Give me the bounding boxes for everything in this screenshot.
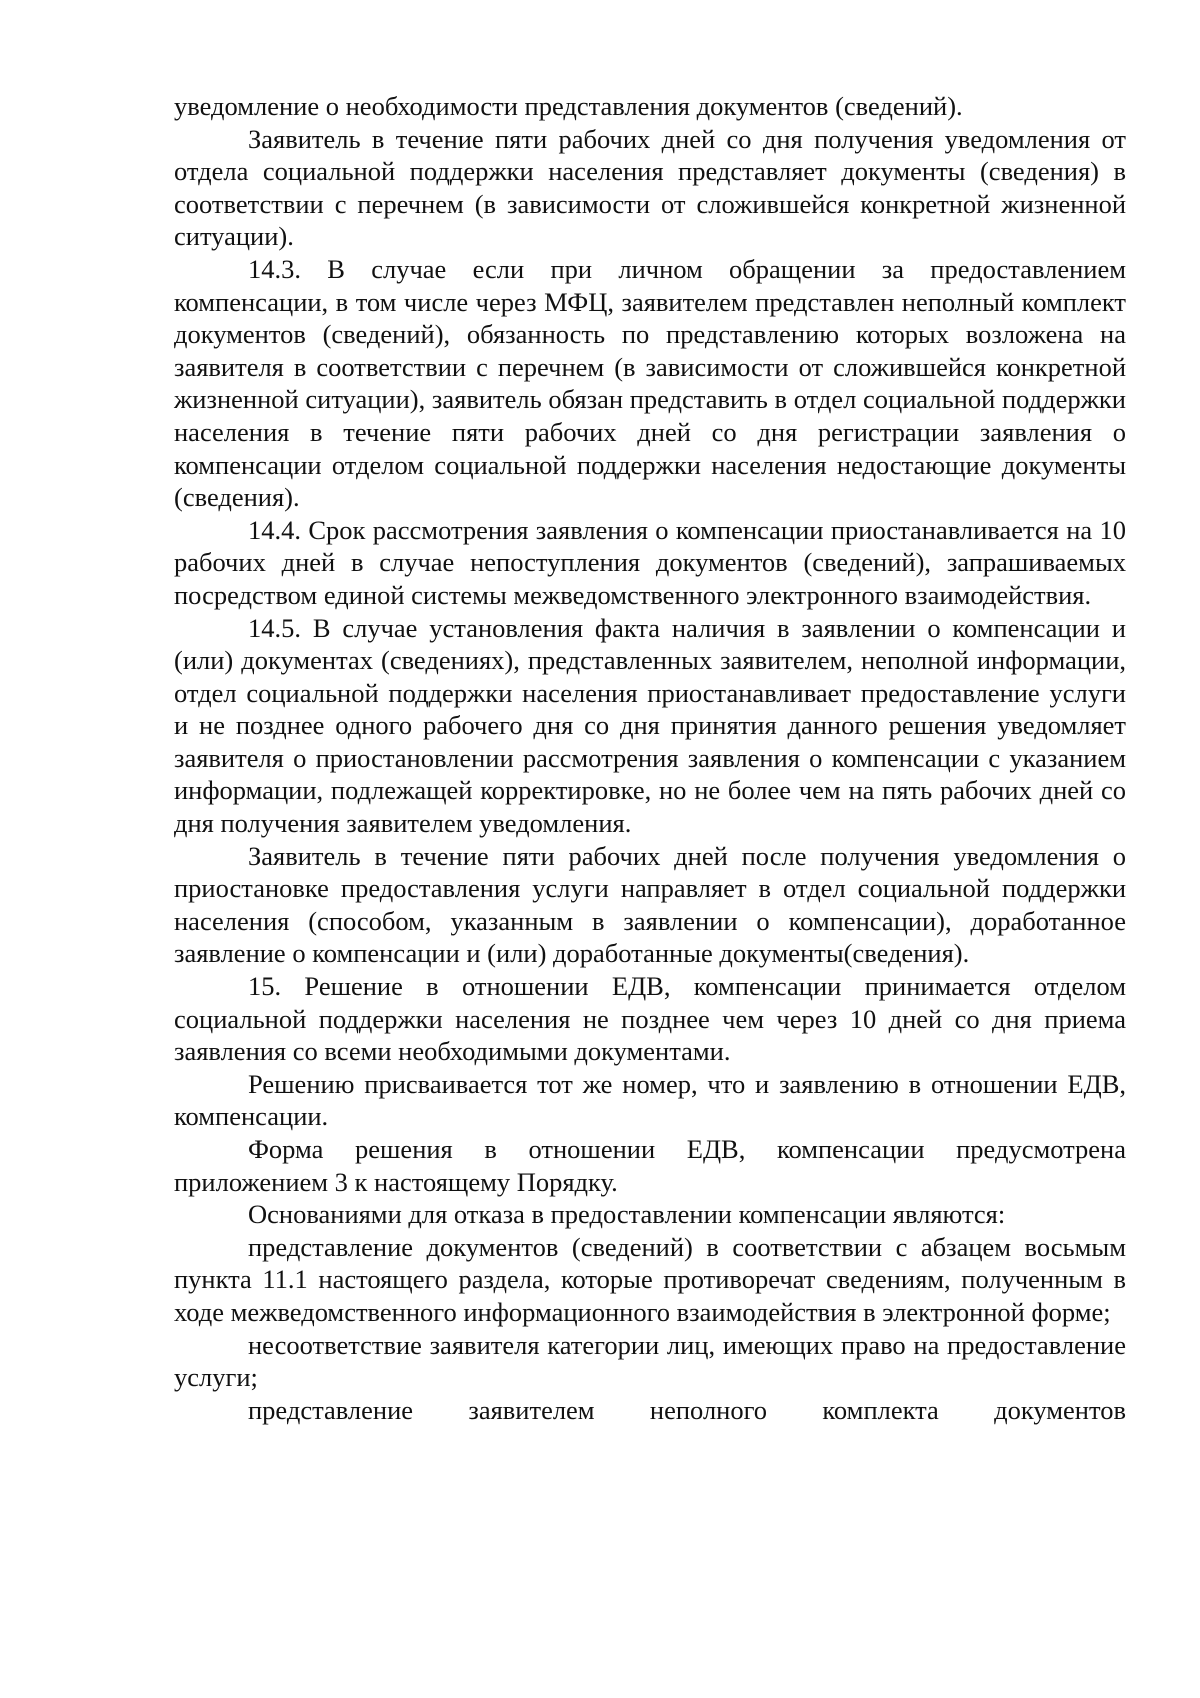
paragraph-decision-number: Решению присваивается тот же номер, что и заявлению в отношении ЕДВ, компенсации. <box>174 1068 1126 1132</box>
document-body <box>174 90 1126 1426</box>
paragraph-decision-form: Форма решения в отношении ЕДВ, компенсации предусмотрена приложением 3 к настоящему Порядку. <box>174 1134 1126 1197</box>
paragraph-applicant-suspension: Заявитель в течение пяти рабочих дней после получения уведомления о приостановке предоставления услуги направляет в отдел социальной поддержки населения (способом, указанным в заявлении о компенсации), доработанное заявление о компенсации и (или) доработанные документы(сведения). <box>174 840 1126 969</box>
paragraph-14-5: 14.5. В случае установления факта наличия в заявлении о компенсации и (или) документах (сведениях), представленных заявителем, неполной информации, отдел социальной поддержки населения приостанавливает предоставление услуги и не позднее одного рабочего дня со дня принятия данного решения уведомляет заявителя о приостановлении рассмотрения заявления о компенсации с указанием информации, подлежащей корректировке, но не более чем на пять рабочих дней со дня получения заявителем уведомления. <box>174 612 1126 839</box>
paragraph-refusal-grounds: Основаниями для отказа в предоставлении компенсации являются: <box>248 1199 1006 1230</box>
paragraph-14-3: 14.3. В случае если при личном обращении за предоставлением компенсации, в том числе через МФЦ, заявителем представлен неполный комплект документов (сведений), обязанность по представлению которых возложена на заявителя в соответствии с перечнем (в зависимости от сложившейся конкретной жизненной ситуации), заявитель обязан представить в отдел социальной поддержки населения в течение пяти рабочих дней со дня регистрации заявления о компенсации отделом социальной поддержки населения недостающие документы (сведения). <box>174 253 1126 513</box>
paragraph-applicant-notice: Заявитель в течение пяти рабочих дней со дня получения уведомления от отдела социальной поддержки населения представляет документы (сведения) в соответствии с перечнем (в зависимости от сложившейся конкретной жизненной ситуации). <box>174 123 1126 252</box>
paragraph-ground-incomplete: представление заявителем неполного комплекта документов <box>248 1394 1126 1425</box>
paragraph-14-4: 14.4. Срок рассмотрения заявления о компенсации приостанавливается на 10 рабочих дней в случае непоступления документов (сведений), запрашиваемых посредством единой системы межведомственного электронного взаимодействия. <box>174 514 1126 610</box>
paragraph-15: 15. Решение в отношении ЕДВ, компенсации принимается отделом социальной поддержки населения не позднее чем через 10 дней со дня приема заявления со всеми необходимыми документами. <box>174 971 1126 1067</box>
paragraph-ground-category: несоответствие заявителя категории лиц, имеющих право на предоставление услуги; <box>174 1329 1126 1393</box>
paragraph-continuation: уведомление о необходимости представления документов (сведений). <box>174 91 963 121</box>
paragraph-ground-contradiction: представление документов (сведений) в соответствии с абзацем восьмым пункта 11.1 настоящего раздела, которые противоречат сведениям, полученным в ходе межведомственного информационного взаимодействия в электронной форме; <box>174 1231 1126 1327</box>
